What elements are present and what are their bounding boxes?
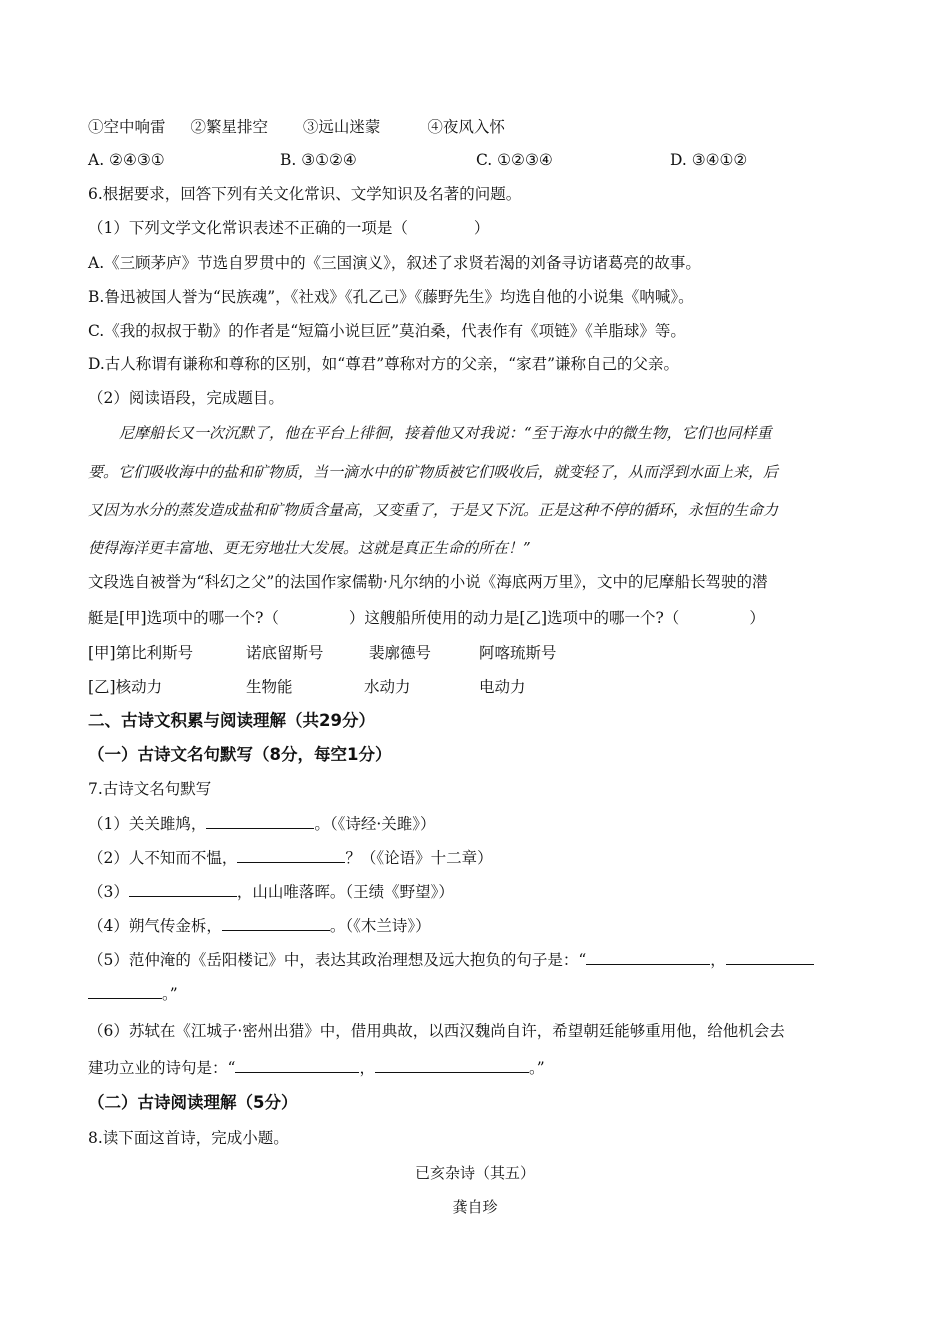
passage-line-4: 使得海洋更丰富地、更无穷地壮大发展。这就是真正生命的所在！” bbox=[88, 539, 531, 557]
q6-stem: 6.根据要求，回答下列有关文化常识、文学知识及名著的问题。 bbox=[88, 185, 522, 203]
q7-5-end: 。” bbox=[162, 985, 178, 1003]
part2-title: 二、古诗文积累与阅读理解（共29分） bbox=[88, 711, 375, 730]
q6-jia-question: 艇是[甲]选项中的哪一个?（ bbox=[88, 609, 279, 627]
passage-line-2: 要。它们吸收海中的盐和矿物质，当一滴水中的矿物质被它们吸收后，就变轻了，从而浮到水面上来，后 bbox=[88, 463, 779, 481]
q7-item-6: （6）苏轼在《江城子·密州出猎》中，借用典故，以西汉魏尚自许，希望朝廷能够重用他，给他机会去 bbox=[88, 1022, 785, 1040]
q7-3-source: ，山山唯落晖。（王绩《野望》） bbox=[236, 883, 454, 901]
q7-stem: 7.古诗文名句默写 bbox=[88, 780, 212, 798]
q7-1-blank[interactable] bbox=[206, 814, 314, 829]
passage-line-1: 尼摩船长又一次沉默了，他在平台上徘徊，接着他又对我说：“至于海水中的微生物，它们也同样重 bbox=[119, 424, 772, 442]
q7-5-comma: ， bbox=[710, 951, 726, 969]
q7-2-blank[interactable] bbox=[237, 848, 345, 863]
q7-6-blank-1[interactable] bbox=[235, 1058, 359, 1073]
poem-title: 已亥杂诗（其五） bbox=[414, 1164, 535, 1182]
q5-option-c: C. ①②③④ bbox=[476, 151, 553, 169]
q7-item-3 bbox=[88, 882, 454, 902]
q7-6-blank-2[interactable] bbox=[375, 1058, 529, 1073]
q6-option-b: B.鲁迅被国人誉为“民族魂”，《社戏》《孔乙己》《藤野先生》均选自他的小说集《呐喊》。 bbox=[88, 288, 694, 306]
q6-option-c: C.《我的叔叔于勒》的作者是“短篇小说巨匠”莫泊桑，代表作有《项链》《羊脂球》等。 bbox=[88, 322, 686, 340]
q7-5-blank-2a[interactable] bbox=[726, 950, 814, 965]
q6-sub1-close: ） bbox=[473, 219, 490, 237]
q5-items bbox=[88, 117, 505, 137]
q6-option-a: A.《三顾茅庐》节选自罗贯中的《三国演义》，叙述了求贤若渴的刘备寻访诸葛亮的故事。 bbox=[88, 254, 701, 272]
jia-option-3: 裴廓德号 bbox=[369, 644, 432, 662]
q5-option-a: A. ②④③① bbox=[88, 151, 165, 169]
q6-option-d: D.古人称谓有谦称和尊称的区别，如“尊君”尊称对方的父亲，“家君”谦称自己的父亲。 bbox=[88, 355, 680, 373]
q7-3-blank[interactable] bbox=[129, 882, 237, 897]
q5-item-4: ④夜风入怀 bbox=[427, 118, 505, 136]
q7-item-5 bbox=[88, 950, 814, 970]
jia-option-4: 阿喀琉斯号 bbox=[479, 644, 557, 662]
poem-author: 龚自珍 bbox=[452, 1198, 498, 1216]
q7-3-text: （3） bbox=[88, 883, 129, 901]
q7-1-source: 。（《诗经·关雎》） bbox=[314, 815, 436, 833]
q6-question-line-2 bbox=[88, 608, 765, 628]
jia-option-2: 诺底留斯号 bbox=[246, 644, 324, 662]
q6-sub2: （2）阅读语段，完成题目。 bbox=[88, 389, 284, 407]
part2-sub1-title: （一）古诗文名句默写（8分，每空1分） bbox=[88, 745, 392, 764]
part2-sub2-title: （二）古诗阅读理解（5分） bbox=[88, 1093, 298, 1112]
q7-item-2 bbox=[88, 848, 493, 868]
passage-line-3: 又因为水分的蒸发造成盐和矿物质含量高，又变重了，于是又下沉。正是这种不停的循环，永恒的生命力 bbox=[88, 501, 779, 519]
q7-2-source: ？（《论语》十二章） bbox=[345, 849, 493, 867]
q6-yi-question: ）这艘船所使用的动力是[乙]选项中的哪一个?（ bbox=[348, 609, 680, 627]
q5-item-1: ①空中响雷 bbox=[88, 118, 166, 136]
yi-option-3: 水动力 bbox=[364, 678, 411, 696]
yi-option-4: 电动力 bbox=[479, 678, 526, 696]
q5-option-b: B. ③①②④ bbox=[280, 151, 357, 169]
q6-question-line-1: 文段选自被誉为“科幻之父”的法国作家儒勒·凡尔纳的小说《海底两万里》，文中的尼摩船长驾驶的潜 bbox=[88, 573, 768, 591]
q7-item-5-cont bbox=[88, 984, 178, 1004]
q7-1-text: （1）关关雎鸠， bbox=[88, 815, 207, 833]
q7-4-blank[interactable] bbox=[222, 916, 330, 931]
q7-6-end: 。” bbox=[528, 1059, 545, 1077]
q7-item-6-cont bbox=[88, 1058, 545, 1078]
q7-6-text: 建功立业的诗句是：“ bbox=[88, 1059, 236, 1077]
yi-option-2: 生物能 bbox=[246, 678, 293, 696]
q7-2-text: （2）人不知而不愠， bbox=[88, 849, 238, 867]
q5-item-2: ②繁星排空 bbox=[190, 118, 268, 136]
q5-option-d: D. ③④①② bbox=[670, 151, 748, 169]
q7-item-4 bbox=[88, 916, 431, 936]
q7-5-text: （5）范仲淹的《岳阳楼记》中，表达其政治理想及远大抱负的句子是：“ bbox=[88, 951, 587, 969]
q7-5-blank-1[interactable] bbox=[586, 950, 710, 965]
q6-sub1-text: （1）下列文学文化常识表述不正确的一项是（ bbox=[88, 219, 408, 237]
q7-5-blank-2b[interactable] bbox=[88, 984, 162, 999]
q6-yi-close: ） bbox=[749, 609, 765, 627]
jia-option-1: [甲]第比利斯号 bbox=[88, 644, 194, 662]
q7-4-source: 。（《木兰诗》） bbox=[329, 917, 431, 935]
q7-6-comma: ， bbox=[359, 1059, 375, 1077]
yi-option-1: [乙]核动力 bbox=[88, 678, 163, 696]
q5-item-3: ③远山迷蒙 bbox=[302, 118, 381, 136]
q8-stem: 8.读下面这首诗，完成小题。 bbox=[88, 1129, 289, 1147]
q7-item-1 bbox=[88, 814, 436, 834]
q6-sub1 bbox=[88, 218, 489, 238]
q7-4-text: （4）朔气传金柝， bbox=[88, 917, 222, 935]
